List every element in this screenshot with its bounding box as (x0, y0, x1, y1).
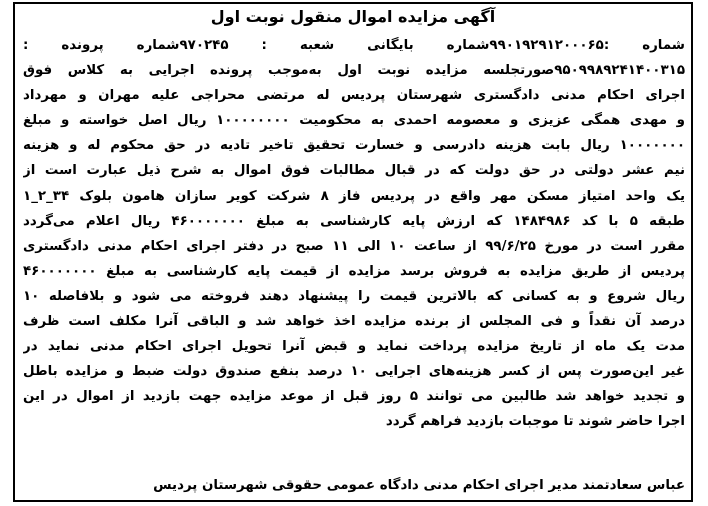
notice-frame (13, 2, 693, 502)
notice-body (23, 33, 685, 435)
notice-line-5: ۱۰۰۰۰۰۰۰ ریال بابت هزینه دادرسی و خسارت تحقیق تاخیر تادیه در حق محکوم له و هزینه (23, 138, 685, 154)
notice-line-10: پردیس از طریق مزایده به فروش برسد مزایده از قیمت پایه کارشناسی به مبلغ ۴۶۰۰۰۰۰۰۰ (23, 263, 685, 279)
notice-line-3: اجرای احکام مدنی دادگستری شهرستان پردیس له مرتضی محراجی علیه مهران و مهرداد (23, 88, 685, 104)
notice-signature: عباس سعادتمند مدیر اجرای احکام مدنی دادگاه عمومی حقوقی شهرستان پردیس (153, 478, 685, 493)
notice-line-13: مدت یک ماه از تاریخ مزایده پرداخت نماید و قبض آنرا تحویل اجرای احکام مدنی نماید در (23, 339, 685, 355)
notice-line-7: یک واحد امتیاز مسکن مهر واقع در پردیس فاز ۸ شرکت کویر سازان هامون بلوک ۳۴_۲_۱ (23, 188, 685, 204)
notice-line-9: مقرر است در مورخ ۹۹/۶/۲۵ از ساعت ۱۰ الی ۱۱ صبح در دفتر اجرای احکام مدنی دادگستری (23, 238, 685, 254)
notice-line-6: نیم عشر دولتی در حق دولت که در قبال مطالبات فوق اموال به شرح ذیل عبارت است از (23, 163, 685, 179)
notice-line-4: و مهدی همگی عزیزی و معصومه احمدی به محکومیت ۱۰۰۰۰۰۰۰۰ ریال اصل خواسته و مبلغ (23, 113, 685, 129)
notice-line-15: و تجدید خواهد شد طالبین می توانند ۵ روز قبل از موعد مزایده جهت بازدید از اموال در این (23, 389, 685, 405)
notice-line-1: شماره :۹۹۰۱۹۲۹۱۲۰۰۰۶۵شماره بایگانی شعبه : ۹۷۰۲۴۵شماره پرونده : (23, 38, 685, 53)
notice-line-16: اجرا حاضر شوند تا موجبات بازدید فراهم گردد (385, 414, 685, 430)
notice-title: آگهی مزایده اموال منقول نوبت اول (210, 7, 496, 26)
notice-line-8: طبقه ۵ با کد ۱۴۸۴۹۸۶ که ارزش پایه کارشناسی به مبلغ ۴۶۰۰۰۰۰۰۰ ریال اعلام می‌گردد (23, 213, 685, 229)
notice-line-2: ۹۵۰۹۹۸۹۲۴۱۴۰۰۳۱۵صورتجلسه مزایده نوبت اول به‌موجب پرونده اجرایی به کلاس فوق (23, 63, 685, 79)
notice-line-12: درصد آن نقداً و فی المجلس از برنده مزایده اخذ خواهد شد و الباقی آنرا مکلف است ظرف (23, 314, 685, 330)
notice-line-14: غیر این‌صورت پس از کسر هزینه‌های اجرایی ۱۰ درصد بنفع صندوق دولت ضبط و مزایده باطل (23, 364, 685, 380)
notice-line-11: ریال شروع و به کسانی که بالاترین قیمت را پیشنهاد دهند فروخته می شود و بلافاصله ۱۰ (23, 288, 685, 304)
